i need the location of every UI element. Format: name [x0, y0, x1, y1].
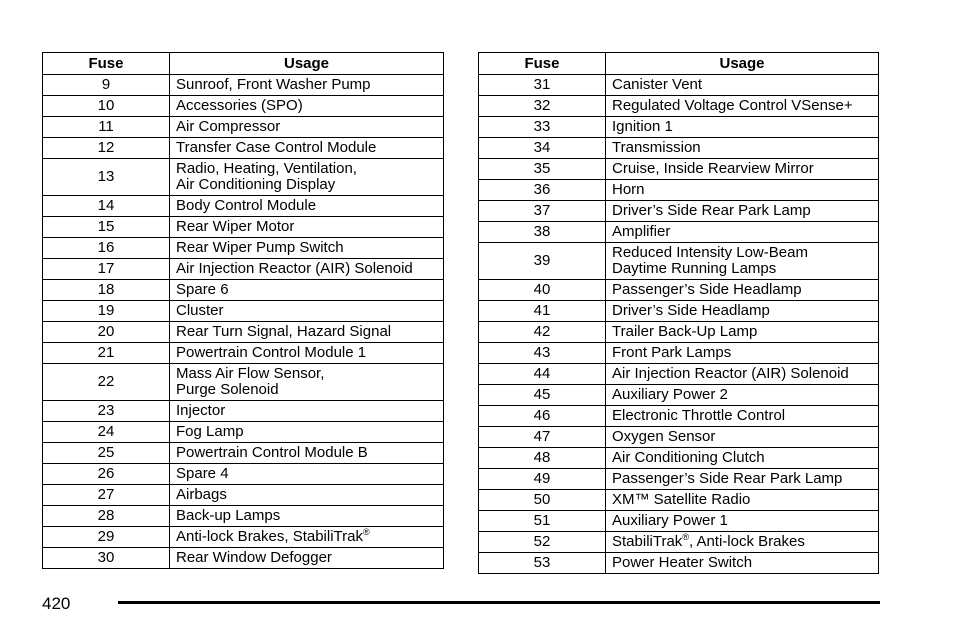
fuse-column-header: Fuse: [479, 53, 606, 75]
fuse-number: 52: [479, 532, 606, 553]
table-row: [479, 280, 879, 301]
table-row: [479, 322, 879, 343]
table-row: [43, 443, 444, 464]
fuse-number: 30: [43, 548, 170, 569]
table-row: [43, 548, 444, 569]
fuse-usage-text: Passenger’s Side Rear Park Lamp: [612, 470, 843, 487]
fuse-usage-text: Rear Wiper Motor: [176, 218, 295, 235]
table-row: [43, 259, 444, 280]
table-row: [479, 138, 879, 159]
registered-mark: ®: [682, 532, 689, 542]
fuse-usage-text: Driver’s Side Headlamp: [612, 302, 770, 319]
table-row: [43, 217, 444, 238]
fuse-usage: [606, 427, 879, 448]
fuse-usage-text: Airbags: [176, 486, 227, 503]
fuse-usage-line: Purge Solenoid: [176, 381, 279, 398]
fuse-table-right: [478, 52, 879, 574]
fuse-usage-text: Fog Lamp: [176, 423, 244, 440]
fuse-usage: [170, 217, 444, 238]
table-row: [479, 243, 879, 280]
fuse-number: 12: [43, 138, 170, 159]
fuse-usage-text: Oxygen Sensor: [612, 428, 716, 445]
fuse-usage-text: Air Injection Reactor (AIR) Solenoid: [612, 365, 849, 382]
fuse-number: 51: [479, 511, 606, 532]
table-row: [43, 422, 444, 443]
table-row: [43, 96, 444, 117]
fuse-usage: [606, 322, 879, 343]
fuse-usage: [170, 422, 444, 443]
fuse-usage: [606, 201, 879, 222]
fuse-usage-text: Transfer Case Control Module: [176, 139, 377, 156]
fuse-number: 13: [43, 159, 170, 196]
fuse-usage: [606, 406, 879, 427]
fuse-number: 38: [479, 222, 606, 243]
table-row: [43, 280, 444, 301]
table-row: [479, 75, 879, 96]
fuse-usage-text: Rear Window Defogger: [176, 549, 332, 566]
fuse-usage: [170, 138, 444, 159]
fuse-number: 44: [479, 364, 606, 385]
fuse-usage: [170, 259, 444, 280]
table-row: [479, 490, 879, 511]
fuse-usage: [170, 75, 444, 96]
table-row: [479, 364, 879, 385]
table-row: [43, 322, 444, 343]
fuse-number: 45: [479, 385, 606, 406]
fuse-usage: [606, 222, 879, 243]
fuse-usage: [170, 443, 444, 464]
fuse-usage-text: Accessories (SPO): [176, 97, 303, 114]
fuse-usage: [170, 96, 444, 117]
fuse-usage-text: Transmission: [612, 139, 701, 156]
fuse-usage-text: Electronic Throttle Control: [612, 407, 786, 424]
fuse-number: 29: [43, 527, 170, 548]
footer-rule: [118, 601, 880, 604]
fuse-number: 16: [43, 238, 170, 259]
fuse-usage: [170, 464, 444, 485]
table-row: [479, 180, 879, 201]
table-row: [43, 238, 444, 259]
usage-column-header: Usage: [606, 53, 879, 75]
fuse-number: 47: [479, 427, 606, 448]
fuse-number: 34: [479, 138, 606, 159]
fuse-usage-text: Rear Wiper Pump Switch: [176, 239, 344, 256]
fuse-usage: [170, 238, 444, 259]
table-row: [479, 406, 879, 427]
fuse-usage-text: Air Compressor: [176, 118, 281, 135]
fuse-usage-text: Cruise, Inside Rearview Mirror: [612, 160, 814, 177]
fuse-usage: [606, 364, 879, 385]
table-row: [479, 96, 879, 117]
fuse-usage-text: Body Control Module: [176, 197, 317, 214]
table-row: [479, 222, 879, 243]
fuse-usage: [606, 343, 879, 364]
page-number: 420: [42, 594, 71, 613]
table-row: [479, 343, 879, 364]
fuse-number: 42: [479, 322, 606, 343]
fuse-usage-text: Auxiliary Power 1: [612, 512, 728, 529]
table-row: [43, 301, 444, 322]
table-header-row: [43, 53, 444, 75]
fuse-usage-text: Powertrain Control Module 1: [176, 344, 367, 361]
fuse-usage-text: Ignition 1: [612, 118, 673, 135]
fuse-usage: [170, 527, 444, 548]
fuse-number: 53: [479, 553, 606, 574]
fuse-usage: [606, 301, 879, 322]
table-row: [43, 364, 444, 401]
table-row: [43, 138, 444, 159]
fuse-number: 50: [479, 490, 606, 511]
fuse-usage: [170, 159, 444, 196]
fuse-usage: [606, 180, 879, 201]
fuse-number: 10: [43, 96, 170, 117]
fuse-usage: [606, 448, 879, 469]
fuse-usage-text: Sunroof, Front Washer Pump: [176, 76, 371, 93]
fuse-usage: [170, 548, 444, 569]
fuse-number: 25: [43, 443, 170, 464]
fuse-number: 15: [43, 217, 170, 238]
fuse-usage: [170, 343, 444, 364]
fuse-number: 48: [479, 448, 606, 469]
fuse-usage-text: Canister Vent: [612, 76, 703, 93]
fuse-usage-line: Mass Air Flow Sensor,: [176, 365, 325, 382]
fuse-number: 36: [479, 180, 606, 201]
table-row: [43, 159, 444, 196]
fuse-number: 21: [43, 343, 170, 364]
fuse-number: 35: [479, 159, 606, 180]
fuse-usage-line: Daytime Running Lamps: [612, 260, 777, 277]
fuse-usage: [606, 159, 879, 180]
fuse-usage-text: Cluster: [176, 302, 224, 319]
fuse-number: 46: [479, 406, 606, 427]
fuse-number: 40: [479, 280, 606, 301]
fuse-usage-text: Auxiliary Power 2: [612, 386, 728, 403]
fuse-usage-text: Air Injection Reactor (AIR) Solenoid: [176, 260, 413, 277]
fuse-usage-text: Power Heater Switch: [612, 554, 753, 571]
fuse-usage-line: Air Conditioning Display: [176, 176, 336, 193]
fuse-usage: [606, 75, 879, 96]
fuse-usage-text: Powertrain Control Module B: [176, 444, 368, 461]
fuse-usage: [606, 117, 879, 138]
table-row: [479, 532, 879, 553]
fuse-usage-text: Driver’s Side Rear Park Lamp: [612, 202, 811, 219]
fuse-usage-text: Trailer Back-Up Lamp: [612, 323, 758, 340]
table-row: [479, 385, 879, 406]
fuse-usage-text: Horn: [612, 181, 645, 198]
fuse-usage-text: Back-up Lamps: [176, 507, 281, 524]
fuse-usage: [606, 385, 879, 406]
table-row: [43, 117, 444, 138]
fuse-number: 26: [43, 464, 170, 485]
fuse-table-left: [42, 52, 444, 569]
table-row: [479, 511, 879, 532]
fuse-usage: [170, 322, 444, 343]
fuse-number: 19: [43, 301, 170, 322]
table-row: [479, 301, 879, 322]
table-row: [479, 117, 879, 138]
fuse-usage: [606, 280, 879, 301]
fuse-usage-text-after: , Anti-lock Brakes: [688, 533, 805, 550]
fuse-usage-line: Reduced Intensity Low-Beam: [612, 244, 808, 261]
table-row: [43, 527, 444, 548]
fuse-usage-line: Radio, Heating, Ventilation,: [176, 160, 357, 177]
fuse-usage: [606, 469, 879, 490]
table-header-row: [479, 53, 879, 75]
fuse-usage-text: Spare 4: [176, 465, 229, 482]
fuse-number: 33: [479, 117, 606, 138]
fuse-usage: [170, 364, 444, 401]
fuse-number: 24: [43, 422, 170, 443]
fuse-usage: [170, 401, 444, 422]
fuse-usage-text: Front Park Lamps: [612, 344, 732, 361]
fuse-number: 41: [479, 301, 606, 322]
table-row: [479, 469, 879, 490]
fuse-usage: [606, 96, 879, 117]
table-row: [43, 506, 444, 527]
fuse-usage: [606, 138, 879, 159]
registered-mark: ®: [363, 527, 370, 537]
fuse-usage: [170, 506, 444, 527]
table-row: [479, 159, 879, 180]
table-row: [479, 201, 879, 222]
fuse-usage-text: Air Conditioning Clutch: [612, 449, 765, 466]
fuse-column-header: Fuse: [43, 53, 170, 75]
fuse-number: 32: [479, 96, 606, 117]
fuse-usage: [606, 553, 879, 574]
table-row: [43, 401, 444, 422]
table-row: [43, 343, 444, 364]
fuse-usage: [606, 243, 879, 280]
fuse-number: 20: [43, 322, 170, 343]
fuse-number: 11: [43, 117, 170, 138]
fuse-usage-text: Injector: [176, 402, 226, 419]
fuse-number: 27: [43, 485, 170, 506]
fuse-number: 37: [479, 201, 606, 222]
fuse-number: 28: [43, 506, 170, 527]
fuse-usage-text: Anti-lock Brakes, StabiliTrak: [176, 528, 364, 545]
fuse-number: 17: [43, 259, 170, 280]
fuse-usage: [170, 196, 444, 217]
fuse-usage-text: Passenger’s Side Headlamp: [612, 281, 802, 298]
fuse-usage-text: Regulated Voltage Control VSense+: [612, 97, 853, 114]
fuse-usage: [170, 117, 444, 138]
table-row: [43, 464, 444, 485]
fuse-usage-text: Spare 6: [176, 281, 229, 298]
fuse-number: 31: [479, 75, 606, 96]
fuse-usage: [606, 532, 879, 553]
fuse-usage: [606, 490, 879, 511]
fuse-usage-text: StabiliTrak: [612, 533, 683, 550]
fuse-usage-text: XM™ Satellite Radio: [612, 491, 751, 508]
fuse-usage: [170, 301, 444, 322]
fuse-number: 23: [43, 401, 170, 422]
fuse-usage-text: Rear Turn Signal, Hazard Signal: [176, 323, 392, 340]
fuse-number: 18: [43, 280, 170, 301]
fuse-usage: [606, 511, 879, 532]
fuse-number: 43: [479, 343, 606, 364]
usage-column-header: Usage: [170, 53, 444, 75]
table-row: [43, 485, 444, 506]
table-row: [43, 75, 444, 96]
table-row: [479, 427, 879, 448]
fuse-number: 49: [479, 469, 606, 490]
fuse-usage: [170, 485, 444, 506]
fuse-usage: [170, 280, 444, 301]
fuse-number: 39: [479, 243, 606, 280]
table-row: [479, 448, 879, 469]
table-row: [43, 196, 444, 217]
fuse-number: 9: [43, 75, 170, 96]
fuse-usage-text: Amplifier: [612, 223, 671, 240]
fuse-number: 14: [43, 196, 170, 217]
table-row: [479, 553, 879, 574]
fuse-number: 22: [43, 364, 170, 401]
